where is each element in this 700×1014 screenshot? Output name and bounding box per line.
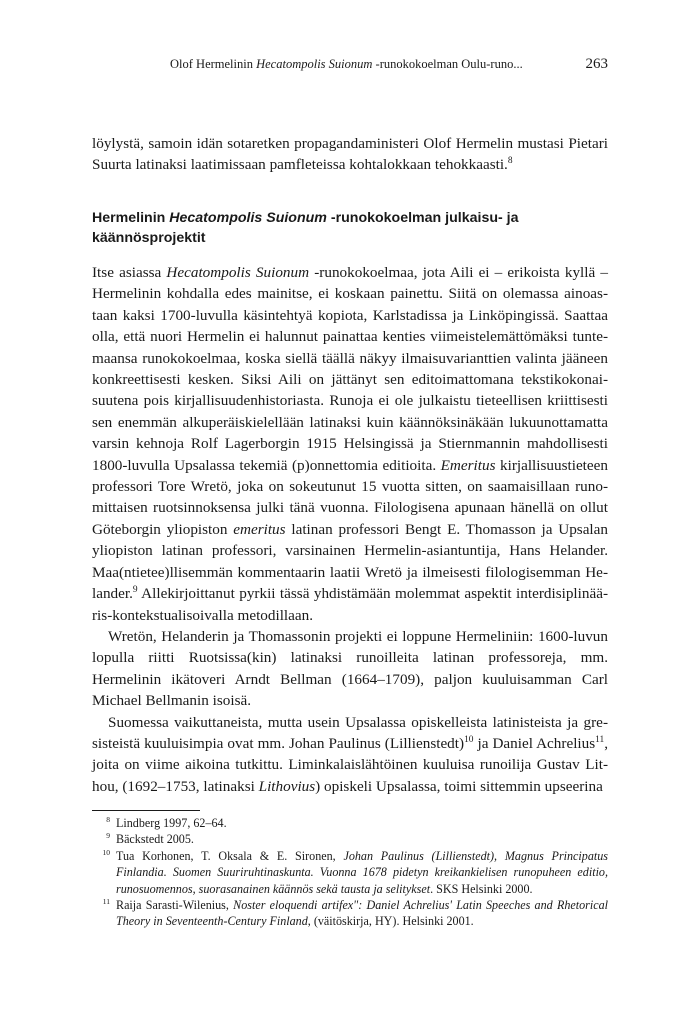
footnote-number: 9 xyxy=(106,831,110,841)
footnote-number: 11 xyxy=(102,897,110,907)
heading-text-end: -runokokoelman julkaisu- ja käännösprojektit xyxy=(92,210,519,246)
page-number: 263 xyxy=(585,56,608,72)
footnote-text: Raija Sarasti-Wilenius, xyxy=(116,898,234,913)
footnote-ref-11[interactable]: 11 xyxy=(595,734,605,745)
footnote-ref-10[interactable]: 10 xyxy=(464,734,474,745)
paragraph-2 xyxy=(92,626,608,712)
footnote-ref-8[interactable]: 8 xyxy=(507,156,513,167)
footnote-ref-9[interactable]: 9 xyxy=(132,585,138,596)
footnote-divider xyxy=(92,810,200,811)
footnote-8 xyxy=(92,815,608,831)
running-title-text-end: -runokokoelman Oulu-runo... xyxy=(372,57,523,71)
heading-italic: Hecatompolis Suionum xyxy=(169,210,327,226)
lead-paragraph xyxy=(92,133,608,176)
section-heading xyxy=(92,209,608,248)
p1-text-4: latinan professori Bengt E. Thomasson ja Upsalan yliopiston latinan professori, varsinainen Hermelin-asiantuntija, Hans Helander. Maa(ntietee)llisemmän kommentaarin laatii Wretö ja ilmeisesti filologisemman Helander. xyxy=(92,520,608,603)
lead-paragraph-text: löylystä, samoin idän sotaretken propagandaministeri Olof Hermelin mustasi Pietari Suurta latinaksi laatimissaan pamfleteissa kohtalokkaan tehokkaasti. xyxy=(92,135,608,174)
p3-text-4: ) opiskeli Upsalassa, toimi sittemmin upseerina xyxy=(315,777,603,795)
p1-italic-3: emeritus xyxy=(233,520,286,538)
footnote-italic: Noster eloquendi artifex": Daniel Achrelius' Latin Speeches and Rhetorical Theory in Seventeenth-Century Finland xyxy=(116,898,608,929)
footnote-number: 10 xyxy=(102,847,110,857)
running-title-text: Olof Hermelinin xyxy=(170,57,257,71)
running-title xyxy=(170,54,523,74)
main-text xyxy=(92,262,608,797)
p1-text-5: Allekirjoittanut pyrkii tässä yhdistämään molemmat aspektit interdisiplinääris-kontekstualisoivalla metodillaan. xyxy=(92,585,608,624)
p3-text-1: Suomessa vaikuttaneista, mutta usein Upsalassa opiskelleista latinisteista ja gresisteistä kuuluisimpia ovat mm. Johan Paulinus (Lillienstedt) xyxy=(92,713,608,752)
footnote-9 xyxy=(92,831,608,847)
footnote-italic: Johan Paulinus (Lillienstedt), Magnus Principatus Finlandia. Suomen Suuriruhtinaskunta. Vuonna 1678 pidetyn kreikankielisen runopuheen editio, runosuomennos, suorasanainen käännös sekä tausta ja selitykset xyxy=(116,848,608,896)
footnote-text: Bäckstedt 2005. xyxy=(116,832,194,847)
footnote-text-end: . SKS Helsinki 2000. xyxy=(430,881,533,896)
p1-text-2: -runokokoelmaa, jota Aili ei – erikoista kyllä – Hermelinin kohdalla edes mainitse, ei koskaan painettu. Siitä on olemassa ainoastaan kaksi 1700-luvulla käsintehtyä kopiota, Karlstadissa ja Linköpingissä. Saattaa olla, että nuori Hermelin ei halunnut painattaa kenties viimeistelemättömäksi tuntemaansa runokokoelmaa, koska siellä täällä näkyy ilmaisuvarianttien valinta jääneen konkreettisesti kesken. Siksi Aili on jättänyt sen editoimattomana tekstikokonaisuutena pois kirjallisuudenhistoriasta. Runoja ei ole julkaistu tieteellisen kriittisesti sen enemmän alkuperäiskielellään latinaksi kuin käännöksinäkään lukuunottamatta varsin kehnoja Rolf Lagerborgin 1915 Helsingissä ja Stiernmannin mahdollisesti 1800-luvulla Upsalassa tekemiä (p)onnettomia editioita. xyxy=(92,264,608,474)
p1-italic-1: Hecatompolis Suionum xyxy=(166,264,310,281)
p1-text-1: Itse asiassa xyxy=(92,264,167,281)
footnote-11 xyxy=(92,897,608,930)
paragraph-1 xyxy=(92,262,608,626)
p1-text-3: kirjallisuustieteen professori Tore Wretö, joka on sokeutunut 15 vuotta sitten, on saamaisillaan runomittaisen ruotsinnoksensa julki tänä vuonna. Filologisena apunaan hänellä on ollut Göteborgin yliopiston xyxy=(92,456,608,538)
footnote-text-end: , (väitöskirja, HY). Helsinki 2001. xyxy=(307,914,474,929)
p1-italic-2: Emeritus xyxy=(440,456,496,474)
footnotes xyxy=(92,815,608,930)
p3-text-3: , joita on viime aikoina tutkittu. Liminkalaislähtöinen kuuluisa runoilija Gustav Lithou, (1692–1753, latinaksi xyxy=(92,734,608,795)
heading-text: Hermelinin xyxy=(92,210,170,226)
p3-text-2: ja Daniel Achrelius xyxy=(473,734,596,752)
running-header xyxy=(92,54,608,74)
footnote-text: Lindberg 1997, 62–64. xyxy=(116,816,227,830)
p3-italic-1: Lithovius xyxy=(258,777,316,795)
p2-text: Wretön, Helanderin ja Thomassonin projekti ei loppune Hermeliniin: 1600-luvun lopulla riitti Ruotsissa(kin) latinaksi runoilleita latinan professoreja, mm. Hermelinin ikätoveri Arndt Bellman (1664–1709), paljon kuuluisamman Carl Michael Bellmanin isoisä. xyxy=(92,627,608,710)
footnote-text: Tua Korhonen, T. Oksala & E. Sironen, xyxy=(116,848,344,863)
footnote-number: 8 xyxy=(106,815,110,824)
running-title-italic: Hecatompolis Suionum xyxy=(256,57,373,71)
footnote-10 xyxy=(92,848,608,897)
paragraph-3 xyxy=(92,712,608,798)
